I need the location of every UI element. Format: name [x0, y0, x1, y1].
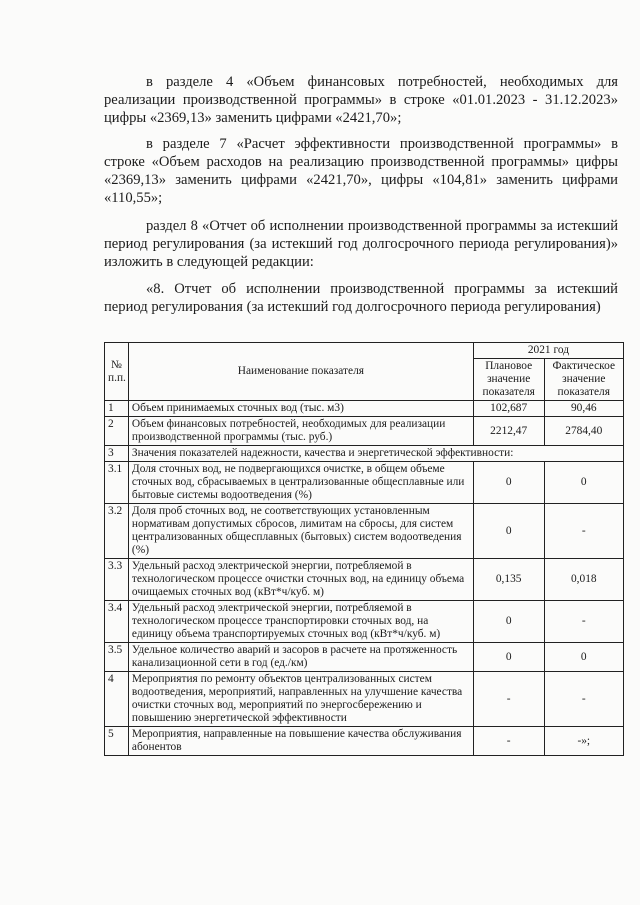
paragraph-text: в разделе 4 «Объем финансовых потребностей, необходимых для реализации производственной программы» в строке «01.01.2023 - 31.12.2023» цифры «2369,13» заменить цифрами «2421,70»;	[104, 74, 618, 126]
row-num: 3.1	[105, 462, 129, 504]
row-fact: -	[544, 601, 623, 643]
row-plan: 0,135	[473, 559, 544, 601]
row-num: 3.4	[105, 601, 129, 643]
paragraph-text: в разделе 7 «Расчет эффективности производственной программы» в строке «Объем расходов на реализацию производственной программы» цифры «2369,13» заменить цифрами «2421,70», цифры «104,81» заменить цифрами «110,55»;	[104, 136, 618, 206]
row-plan: 2212,47	[473, 417, 544, 446]
paragraph-text: «8. Отчет об исполнении производственной программы за истекший период регулирования (за истекший год долгосрочного периода регулирования)	[104, 281, 618, 315]
header-year: 2021 год	[473, 343, 623, 359]
table-row	[105, 601, 624, 643]
row-fact: 0	[544, 643, 623, 672]
row-name: Удельный расход электрической энергии, потребляемой в технологическом процессе очистки сточных вод, на единицу объема очищаемых сточных вод (кВт*ч/куб. м)	[128, 559, 473, 601]
header-fact: Фактическое значение показателя	[544, 359, 623, 401]
paragraph-text: раздел 8 «Отчет об исполнении производственной программы за истекший период регулирования (за истекший год долгосрочного периода регулирования)» изложить в следующей редакции:	[104, 218, 618, 270]
row-num: 3	[105, 446, 129, 462]
row-name: Объем финансовых потребностей, необходимых для реализации производственной программы (тыс. руб.)	[128, 417, 473, 446]
row-num: 5	[105, 727, 129, 756]
paragraph-section-7	[104, 135, 618, 207]
row-name: Объем принимаемых сточных вод (тыс. м3)	[128, 401, 473, 417]
table-row	[105, 504, 624, 559]
table-row	[105, 401, 624, 417]
row-plan: -	[473, 672, 544, 727]
row-plan: 0	[473, 643, 544, 672]
paragraph-report-title	[104, 280, 618, 316]
header-num: № п.п.	[105, 343, 129, 401]
row-plan: 0	[473, 504, 544, 559]
row-num: 3.5	[105, 643, 129, 672]
table-row	[105, 559, 624, 601]
row-fact: -	[544, 672, 623, 727]
row-fact: -»;	[544, 727, 623, 756]
table-row	[105, 672, 624, 727]
table-row	[105, 417, 624, 446]
table-row	[105, 462, 624, 504]
table-row	[105, 643, 624, 672]
row-plan: 102,687	[473, 401, 544, 417]
row-plan: -	[473, 727, 544, 756]
row-num: 4	[105, 672, 129, 727]
row-fact: 90,46	[544, 401, 623, 417]
table-header-row	[105, 343, 624, 359]
row-fact: -	[544, 504, 623, 559]
row-fact: 2784,40	[544, 417, 623, 446]
row-name: Мероприятия по ремонту объектов централизованных систем водоотведения, мероприятий, направленных на улучшение качества очистки сточных вод, мероприятий по энергосбережению и повышению энергетической эффективности	[128, 672, 473, 727]
row-plan: 0	[473, 462, 544, 504]
row-name: Значения показателей надежности, качества и энергетической эффективности:	[128, 446, 623, 462]
table-row	[105, 446, 624, 462]
paragraph-section-4	[104, 73, 618, 127]
row-num: 1	[105, 401, 129, 417]
row-name: Мероприятия, направленные на повышение качества обслуживания абонентов	[128, 727, 473, 756]
row-plan: 0	[473, 601, 544, 643]
table-row	[105, 727, 624, 756]
row-num: 3.2	[105, 504, 129, 559]
paragraph-section-8	[104, 217, 618, 271]
row-num: 2	[105, 417, 129, 446]
row-fact: 0	[544, 462, 623, 504]
row-name: Удельный расход электрической энергии, потребляемой в технологическом процессе транспортировки сточных вод, на единицу объема транспортируемых сточных вод (кВт*ч/куб. м)	[128, 601, 473, 643]
row-fact: 0,018	[544, 559, 623, 601]
header-plan: Плановое значение показателя	[473, 359, 544, 401]
row-name: Доля сточных вод, не подвергающихся очистке, в общем объеме сточных вод, сбрасываемых в централизованные общесплавные или бытовые системы водоотведения (%)	[128, 462, 473, 504]
row-num: 3.3	[105, 559, 129, 601]
report-table	[104, 342, 624, 756]
row-name: Доля проб сточных вод, не соответствующих установленным нормативам допустимых сбросов, лимитам на сбросы, для систем централизованных общесплавных (бытовых) систем водоотведения (%)	[128, 504, 473, 559]
row-name: Удельное количество аварий и засоров в расчете на протяженность канализационной сети в год (ед./км)	[128, 643, 473, 672]
header-name: Наименование показателя	[128, 343, 473, 401]
